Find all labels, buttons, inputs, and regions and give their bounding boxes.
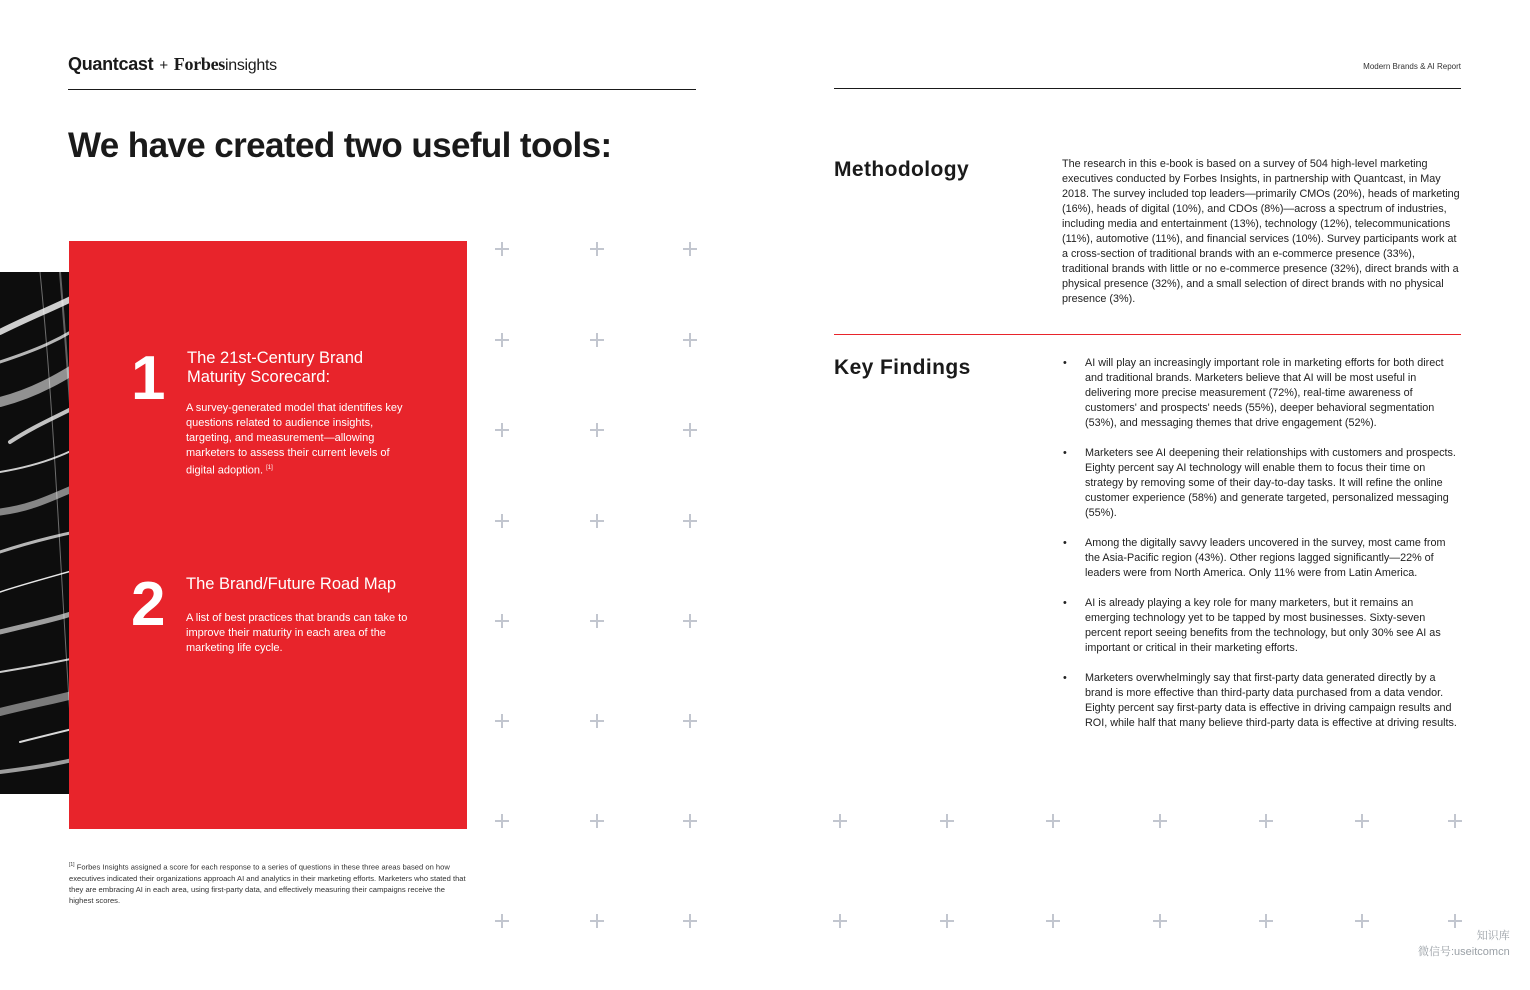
finding-item [1063, 446, 1458, 521]
tool-2-title: The Brand/Future Road Map [186, 575, 397, 593]
plus-mark [590, 242, 604, 256]
finding-text: Marketers overwhelmingly say that first-party data generated directly by a brand is more effective than third-party data purchased from a data vendor. Eighty percent say first-party data is effective in driving campaign results and ROI, while half that many believe third-party data is effective at driving results. [1085, 672, 1457, 729]
brand-plus: + [159, 57, 168, 74]
section-divider [834, 334, 1461, 335]
footnote-text: Forbes Insights assigned a score for each response to a series of questions in these three areas based on how executives indicated their organizations approach AI and analytics in their marketing efforts. Marketers who stated that they are embracing AI in each area, using first-party data, and effectively measuring their campaigns receive the highest scores. [69, 862, 466, 906]
watermark-line2: 微信号:useitcomcn [1418, 946, 1510, 958]
plus-mark [1153, 814, 1167, 828]
plus-mark [590, 614, 604, 628]
plus-mark [1448, 814, 1462, 828]
plus-mark [683, 814, 697, 828]
report-name: Modern Brands & AI Report [1363, 62, 1461, 71]
brand-logo [68, 54, 277, 75]
plus-mark [683, 514, 697, 528]
methodology-title: Methodology [834, 158, 970, 181]
tool-1-title-line2: Maturity Scorecard: [187, 368, 331, 386]
plus-mark [1259, 914, 1273, 928]
footnote [69, 860, 469, 906]
plus-mark [495, 614, 509, 628]
plus-mark [940, 914, 954, 928]
bullet-icon: • [1063, 672, 1067, 684]
tool-1-title [187, 349, 447, 387]
bullet-icon: • [1063, 597, 1067, 609]
plus-mark [683, 714, 697, 728]
plus-mark [495, 423, 509, 437]
key-findings-title: Key Findings [834, 356, 971, 379]
plus-mark [495, 242, 509, 256]
tools-panel [69, 241, 467, 829]
plus-mark [590, 423, 604, 437]
plus-mark [590, 714, 604, 728]
plus-mark [590, 514, 604, 528]
plus-mark [1355, 914, 1369, 928]
footnote-ref: [1] [69, 862, 75, 868]
plus-mark [1355, 814, 1369, 828]
header-rule-right [834, 88, 1461, 89]
tool-1-description [186, 401, 414, 479]
plus-mark [1259, 814, 1273, 828]
finding-item [1063, 596, 1458, 656]
plus-mark [1153, 914, 1167, 928]
plus-mark [683, 333, 697, 347]
key-findings-list [1063, 356, 1458, 746]
plus-mark [590, 914, 604, 928]
plus-mark [495, 514, 509, 528]
plus-mark [683, 242, 697, 256]
plus-mark [1046, 914, 1060, 928]
plus-mark [495, 814, 509, 828]
plus-mark [833, 914, 847, 928]
plus-mark [683, 423, 697, 437]
plus-mark [833, 814, 847, 828]
plus-mark [683, 614, 697, 628]
header-rule-left [68, 89, 696, 90]
watermark [1418, 928, 1510, 960]
page-title: We have created two useful tools: [68, 126, 612, 165]
finding-item [1063, 356, 1458, 431]
tool-1-footnote-ref: [1] [266, 465, 273, 471]
brand-insights: insights [225, 57, 277, 74]
tool-2-number: 2 [131, 570, 166, 639]
finding-text: AI will play an increasingly important role in marketing efforts for both direct and traditional brands. Marketers believe that AI will be most useful in delivering more precise measurement (72%), real-time awareness of customers' and prospects' needs (55%), deeper behavioral segmentation (53%), and messaging themes that drive engagement (52%). [1085, 357, 1444, 429]
plus-mark [590, 333, 604, 347]
bullet-icon: • [1063, 537, 1067, 549]
tool-1-description-text: A survey-generated model that identifies key questions related to audience insights, targeting, and measurement—allowing marketers to assess their current levels of digital adoption. [186, 402, 403, 477]
plus-mark [590, 814, 604, 828]
tool-2-description: A list of best practices that brands can take to improve their maturity in each area of the marketing life cycle. [186, 612, 408, 654]
finding-text: Among the digitally savvy leaders uncovered in the survey, most came from the Asia-Pacific region (43%). Other regions lagged significantly—22% of leaders were from North America. Only 11% were from Latin America. [1085, 537, 1446, 579]
plus-mark [940, 814, 954, 828]
plus-mark [683, 914, 697, 928]
methodology-text: The research in this e-book is based on a survey of 504 high-level marketing executives conducted by Forbes Insights, in partnership with Quantcast, in May 2018. The survey included top leaders—primarily CMOs (20%), heads of marketing (16%), heads of digital (10%), and CDOs (8%)—across a spectrum of industries, including media and entertainment (13%), technology (12%), telecommunications (11%), automotive (11%), and financial services (10%). Survey participants work at a cross-section of traditional brands with an e-commerce presence (33%), traditional brands with little or no e-commerce presence (32%), direct brands with a physical presence (32%), and a small selection of direct brands with no physical presence (3%). [1062, 158, 1460, 305]
tool-1-title-line1: The 21st-Century Brand [187, 349, 364, 367]
brand-forbes: Forbes [173, 54, 225, 74]
plus-mark [495, 914, 509, 928]
brand-quantcast: Quantcast [68, 54, 154, 74]
finding-text: AI is already playing a key role for many marketers, but it remains an emerging technology yet to be tapped by most businesses. Sixty-seven percent report seeing benefits from the technology, but only 30% see AI as important or critical in their marketing efforts. [1085, 597, 1441, 654]
finding-item [1063, 671, 1458, 731]
watermark-line1: 知识库 [1476, 930, 1510, 942]
plus-mark [1448, 914, 1462, 928]
plus-mark [495, 333, 509, 347]
finding-item [1063, 536, 1458, 581]
tool-1-number: 1 [131, 344, 166, 413]
plus-mark [495, 714, 509, 728]
finding-text: Marketers see AI deepening their relationships with customers and prospects. Eighty percent say AI technology will enable them to focus their time on strategy by removing some of their day-to-day tasks. It will refine the online customer experience (58%) and generate targeted, personalized messaging (55%). [1085, 447, 1456, 519]
bullet-icon: • [1063, 357, 1067, 369]
plus-mark [1046, 814, 1060, 828]
bullet-icon: • [1063, 447, 1067, 459]
